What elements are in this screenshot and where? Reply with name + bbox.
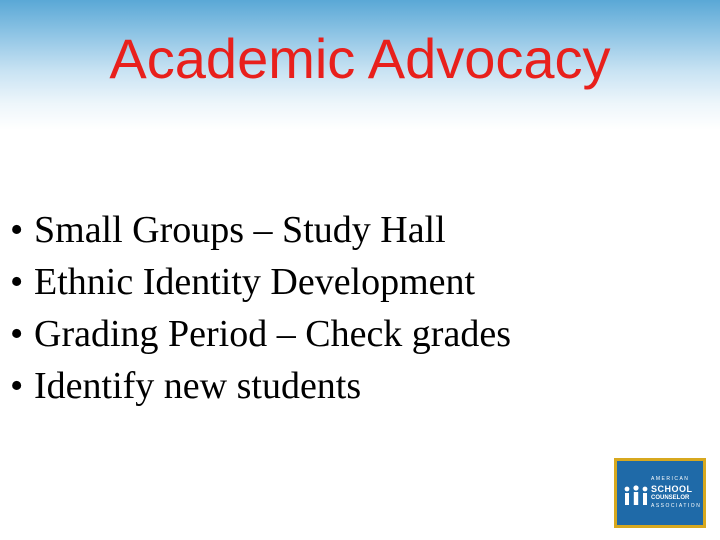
- bullet-item: [10, 308, 511, 360]
- logo-line: ASSOCIATION: [651, 503, 702, 509]
- logo-line: COUNSELOR: [651, 495, 690, 501]
- people-icon: [623, 485, 649, 507]
- logo-wordmark: [651, 475, 701, 511]
- bullet-icon: •: [10, 209, 24, 251]
- logo-line: AMERICAN: [651, 476, 690, 482]
- logo-line: SCHOOL: [651, 484, 693, 494]
- bullet-text: Small Groups – Study Hall: [34, 209, 446, 251]
- bullet-item: [10, 360, 511, 412]
- slide-title: Academic Advocacy: [109, 27, 611, 90]
- bullet-text: Grading Period – Check grades: [34, 313, 511, 355]
- bullet-item: [10, 256, 511, 308]
- bullet-item: [10, 204, 511, 256]
- bullet-icon: •: [10, 365, 24, 407]
- bullet-icon: •: [10, 261, 24, 303]
- bullet-text: Identify new students: [34, 365, 362, 407]
- bullet-icon: •: [10, 313, 24, 355]
- asca-logo: [614, 458, 706, 528]
- bullet-list: [10, 204, 511, 412]
- bullet-text: Ethnic Identity Development: [34, 261, 476, 303]
